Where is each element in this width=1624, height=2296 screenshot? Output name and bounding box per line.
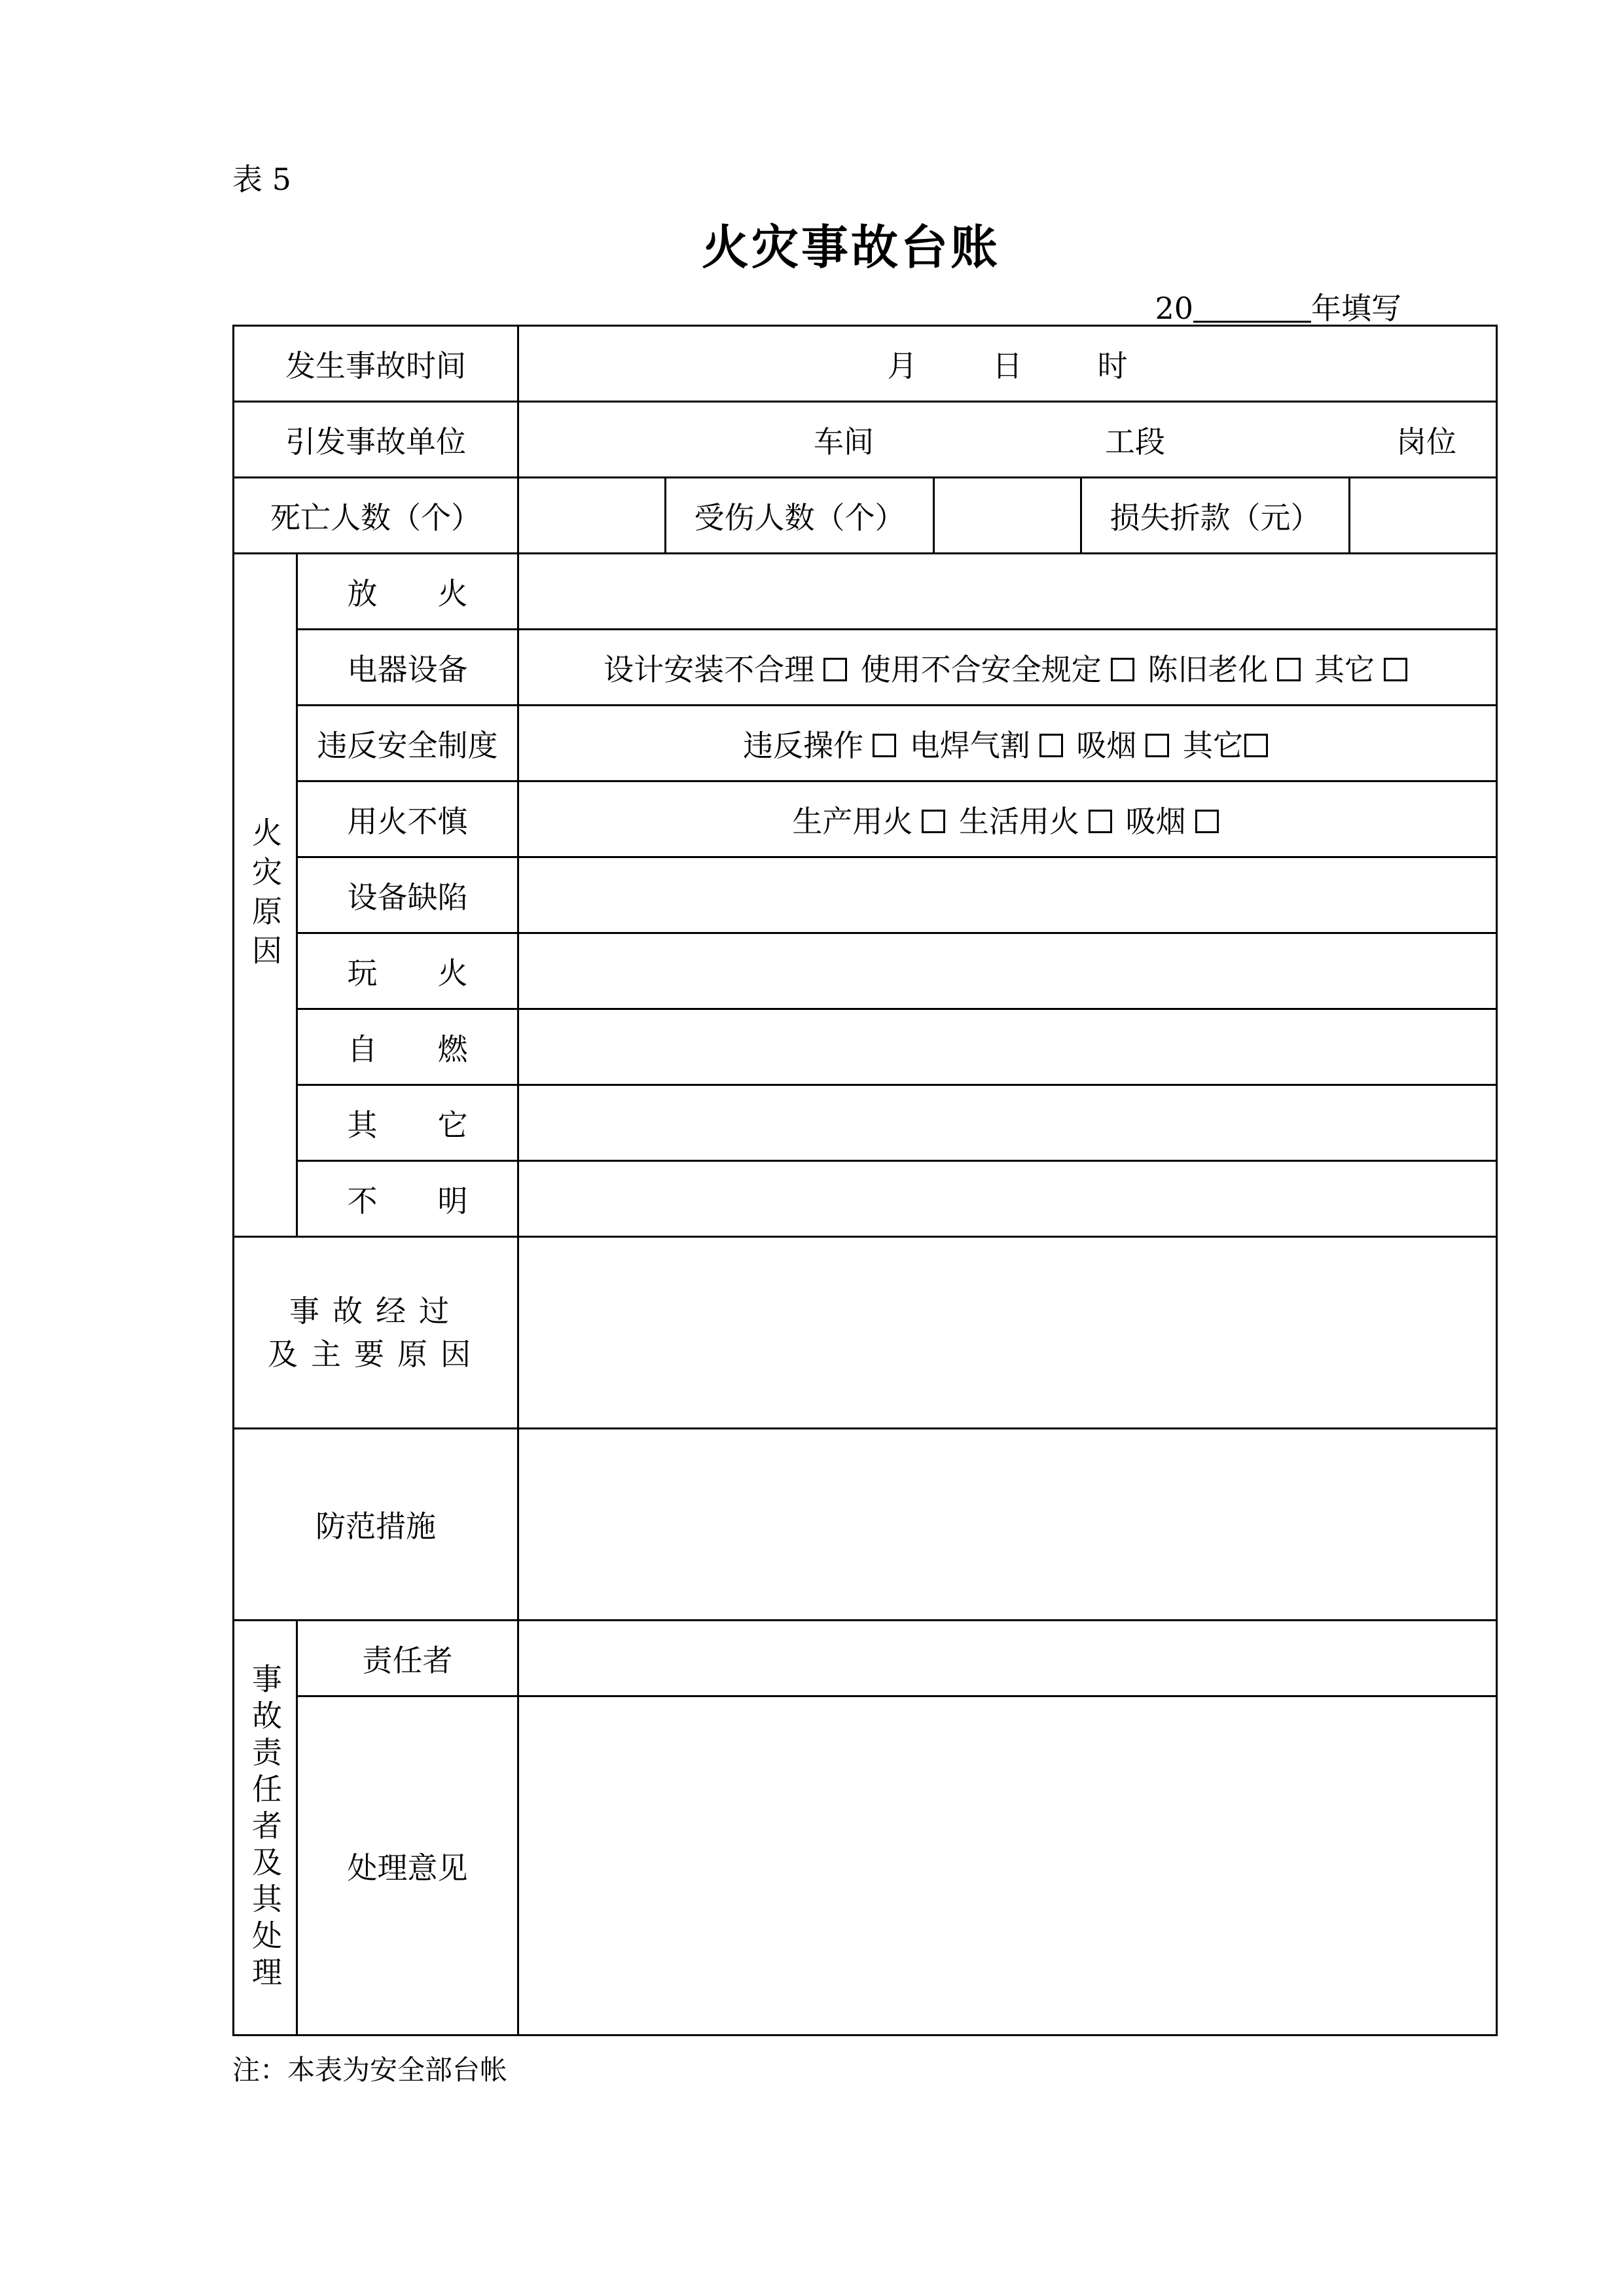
cause-group-text: 火灾原因 bbox=[247, 816, 283, 974]
option-smoking-violation: 吸烟 bbox=[1076, 727, 1137, 763]
checkbox-smoking-careless[interactable] bbox=[1195, 810, 1219, 833]
cause-defect-label: 设备缺陷 bbox=[297, 857, 518, 933]
row-unit bbox=[234, 402, 1497, 478]
year-fill-line bbox=[1155, 285, 1401, 328]
deaths-value-cell[interactable] bbox=[518, 478, 666, 554]
option-smoking-careless: 吸烟 bbox=[1125, 803, 1186, 839]
row-casualties bbox=[234, 478, 1497, 554]
row-cause-unknown bbox=[234, 1161, 1497, 1237]
option-production-fire: 生产用火 bbox=[792, 803, 913, 839]
cause-group-label bbox=[234, 554, 297, 1237]
time-day: 日 bbox=[992, 348, 1022, 384]
time-label: 发生事故时间 bbox=[234, 326, 518, 402]
fire-accident-ledger-table bbox=[232, 325, 1498, 2036]
row-prevention bbox=[234, 1429, 1497, 1621]
row-cause-violation bbox=[234, 706, 1497, 781]
year-blank[interactable] bbox=[1193, 295, 1311, 323]
cause-careless-options bbox=[518, 781, 1497, 857]
row-cause-electrical bbox=[234, 630, 1497, 706]
row-cause-playing bbox=[234, 933, 1497, 1009]
row-cause-careless bbox=[234, 781, 1497, 857]
cause-electrical-options bbox=[518, 630, 1497, 706]
checkbox-welding[interactable] bbox=[1039, 734, 1063, 757]
cause-arson-value[interactable] bbox=[518, 554, 1497, 630]
cause-arson-label: 放 火 bbox=[297, 554, 518, 630]
cause-defect-value[interactable] bbox=[518, 857, 1497, 933]
cause-unknown-label: 不 明 bbox=[297, 1161, 518, 1237]
row-handling-opinion bbox=[234, 1696, 1497, 2036]
injured-label: 受伤人数（个） bbox=[666, 478, 934, 554]
option-improper-use: 使用不合安全规定 bbox=[860, 651, 1102, 687]
unit-workshop: 车间 bbox=[814, 423, 874, 459]
cause-violation-label: 违反安全制度 bbox=[297, 706, 518, 781]
table-number: 表 5 bbox=[232, 162, 291, 197]
checkbox-improper-use[interactable] bbox=[1111, 658, 1134, 681]
row-cause-arson bbox=[234, 554, 1497, 630]
checkbox-design-install[interactable] bbox=[823, 658, 847, 681]
loss-value-cell[interactable] bbox=[1350, 478, 1497, 554]
checkbox-living-fire[interactable] bbox=[1089, 810, 1112, 833]
option-design-install: 设计安装不合理 bbox=[604, 651, 815, 687]
row-time bbox=[234, 326, 1497, 402]
process-label-line1: 事故经过 bbox=[289, 1293, 462, 1329]
responsibility-group-label bbox=[234, 1621, 297, 2036]
year-suffix: 年填写 bbox=[1311, 291, 1401, 326]
deaths-label: 死亡人数（个） bbox=[234, 478, 518, 554]
unit-post: 岗位 bbox=[1396, 423, 1456, 459]
cause-violation-options bbox=[518, 706, 1497, 781]
handling-opinion-label: 处理意见 bbox=[297, 1696, 518, 2036]
prevention-label: 防范措施 bbox=[234, 1429, 518, 1621]
option-aging: 陈旧老化 bbox=[1147, 651, 1269, 687]
checkbox-operation-violation[interactable] bbox=[873, 734, 896, 757]
cause-spontaneous-label: 自 燃 bbox=[297, 1009, 518, 1085]
page-title: 火灾事故台账 bbox=[701, 220, 1000, 275]
time-month: 月 bbox=[887, 348, 918, 384]
unit-label: 引发事故单位 bbox=[234, 402, 518, 478]
process-label bbox=[234, 1237, 518, 1429]
responsible-person-value[interactable] bbox=[518, 1621, 1497, 1696]
row-cause-other bbox=[234, 1085, 1497, 1161]
cause-other-value[interactable] bbox=[518, 1085, 1497, 1161]
footnote: 注：本表为安全部台帐 bbox=[232, 2054, 508, 2086]
cause-electrical-label: 电器设备 bbox=[297, 630, 518, 706]
loss-label: 损失折款（元） bbox=[1081, 478, 1350, 554]
option-welding: 电焊气割 bbox=[909, 727, 1030, 763]
cause-playing-value[interactable] bbox=[518, 933, 1497, 1009]
option-electrical-other: 其它 bbox=[1314, 651, 1375, 687]
cause-other-label: 其 它 bbox=[297, 1085, 518, 1161]
prevention-value[interactable] bbox=[518, 1429, 1497, 1621]
responsible-person-label: 责任者 bbox=[297, 1621, 518, 1696]
checkbox-smoking-violation[interactable] bbox=[1146, 734, 1169, 757]
responsibility-group-text: 事故责任者及其处理 bbox=[247, 1662, 283, 1993]
cause-careless-label: 用火不慎 bbox=[297, 781, 518, 857]
option-violation-other: 其它 bbox=[1182, 727, 1243, 763]
process-label-line2: 及主要原因 bbox=[268, 1336, 484, 1372]
unit-section: 工段 bbox=[1105, 423, 1165, 459]
row-cause-spontaneous bbox=[234, 1009, 1497, 1085]
process-value[interactable] bbox=[518, 1237, 1497, 1429]
checkbox-violation-other[interactable] bbox=[1244, 734, 1268, 757]
row-responsible-person bbox=[234, 1621, 1497, 1696]
time-hour: 时 bbox=[1097, 348, 1128, 384]
unit-value-cell[interactable] bbox=[518, 402, 1497, 478]
option-living-fire: 生活用火 bbox=[959, 803, 1079, 839]
injured-value-cell[interactable] bbox=[934, 478, 1081, 554]
row-process bbox=[234, 1237, 1497, 1429]
handling-opinion-value[interactable] bbox=[518, 1696, 1497, 2036]
cause-unknown-value[interactable] bbox=[518, 1161, 1497, 1237]
checkbox-aging[interactable] bbox=[1277, 658, 1301, 681]
checkbox-production-fire[interactable] bbox=[922, 810, 945, 833]
time-value-cell[interactable] bbox=[518, 326, 1497, 402]
option-operation-violation: 违反操作 bbox=[743, 727, 864, 763]
row-cause-defect bbox=[234, 857, 1497, 933]
checkbox-electrical-other[interactable] bbox=[1384, 658, 1407, 681]
year-prefix: 20 bbox=[1155, 291, 1193, 326]
cause-spontaneous-value[interactable] bbox=[518, 1009, 1497, 1085]
cause-playing-label: 玩 火 bbox=[297, 933, 518, 1009]
